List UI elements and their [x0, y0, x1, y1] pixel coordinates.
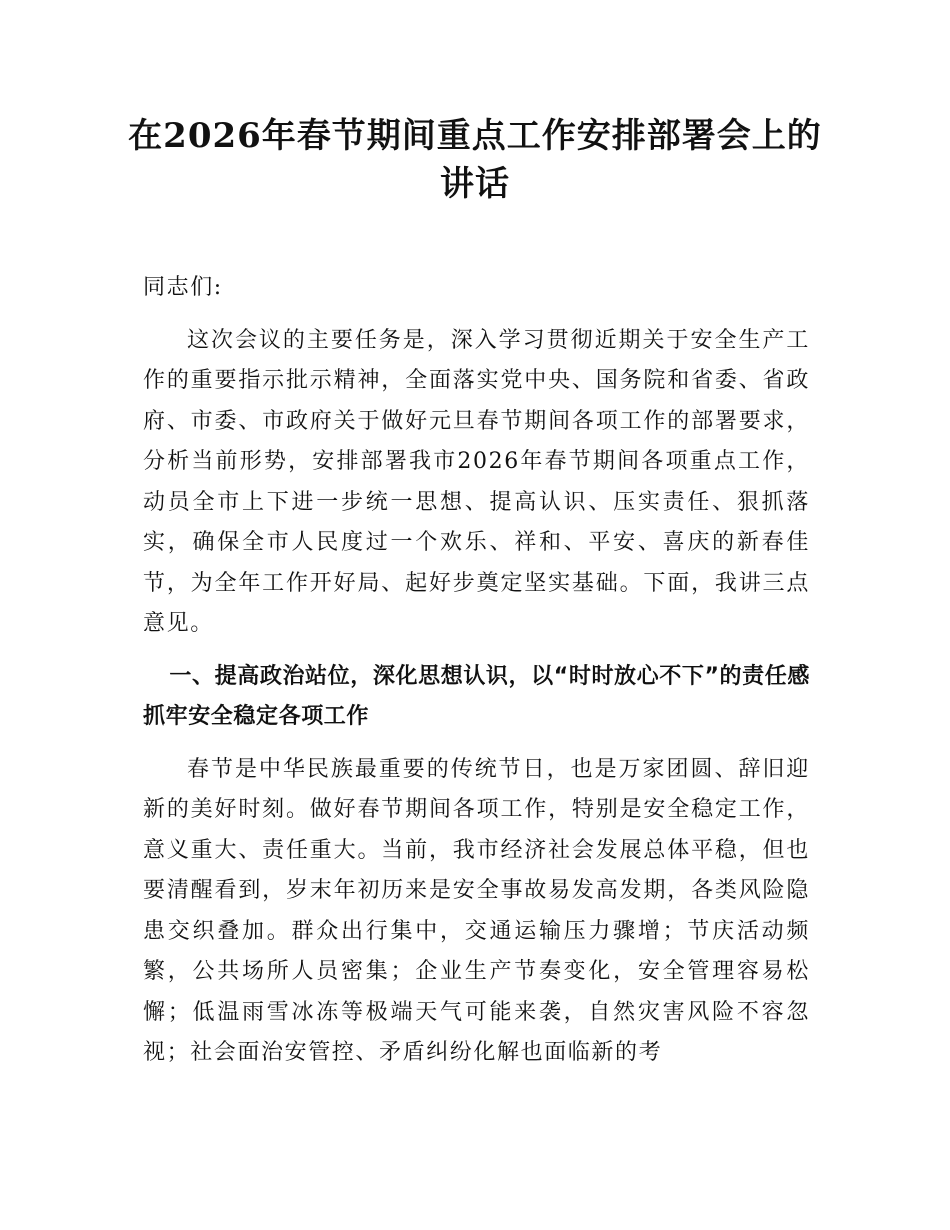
- document-body: [143, 268, 810, 1074]
- paragraph-intro: 这次会议的主要任务是，深入学习贯彻近期关于安全生产工作的重要指示批示精神，全面落实党中央、国务院和省委、省政府、市委、市政府关于做好元旦春节期间各项工作的部署要求，分析当前形势，安排部署我市2026年春节期间各项重点工作，动员全市上下进一步统一思想、提高认识、压实责任、狠抓落实，确保全市人民度过一个欢乐、祥和、平安、喜庆的新春佳节，为全年工作开好局、起好步奠定坚实基础。下面，我讲三点意见。: [143, 327, 810, 636]
- document-title: 在2026年春节期间重点工作安排部署会上的讲话: [128, 116, 822, 204]
- paragraph-section-1: 春节是中华民族最重要的传统节日，也是万家团圆、辞旧迎新的美好时刻。做好春节期间各项工作，特别是安全稳定工作，意义重大、责任重大。当前，我市经济社会发展总体平稳，但也要清醒看到，岁末年初历来是安全事故易发高发期，各类风险隐患交织叠加。群众出行集中，交通运输压力骤增；节庆活动频繁，公共场所人员密集；企业生产节奏变化，安全管理容易松懈；低温雨雪冰冻等极端天气可能来袭，自然灾害风险不容忽视；社会面治安管控、矛盾纠纷化解也面临新的考: [143, 756, 810, 1065]
- section-heading-1: 一、提高政治站位，深化思想认识，以“时时放心不下”的责任感抓牢安全稳定各项工作: [143, 663, 810, 729]
- salutation: 同志们:: [143, 275, 223, 300]
